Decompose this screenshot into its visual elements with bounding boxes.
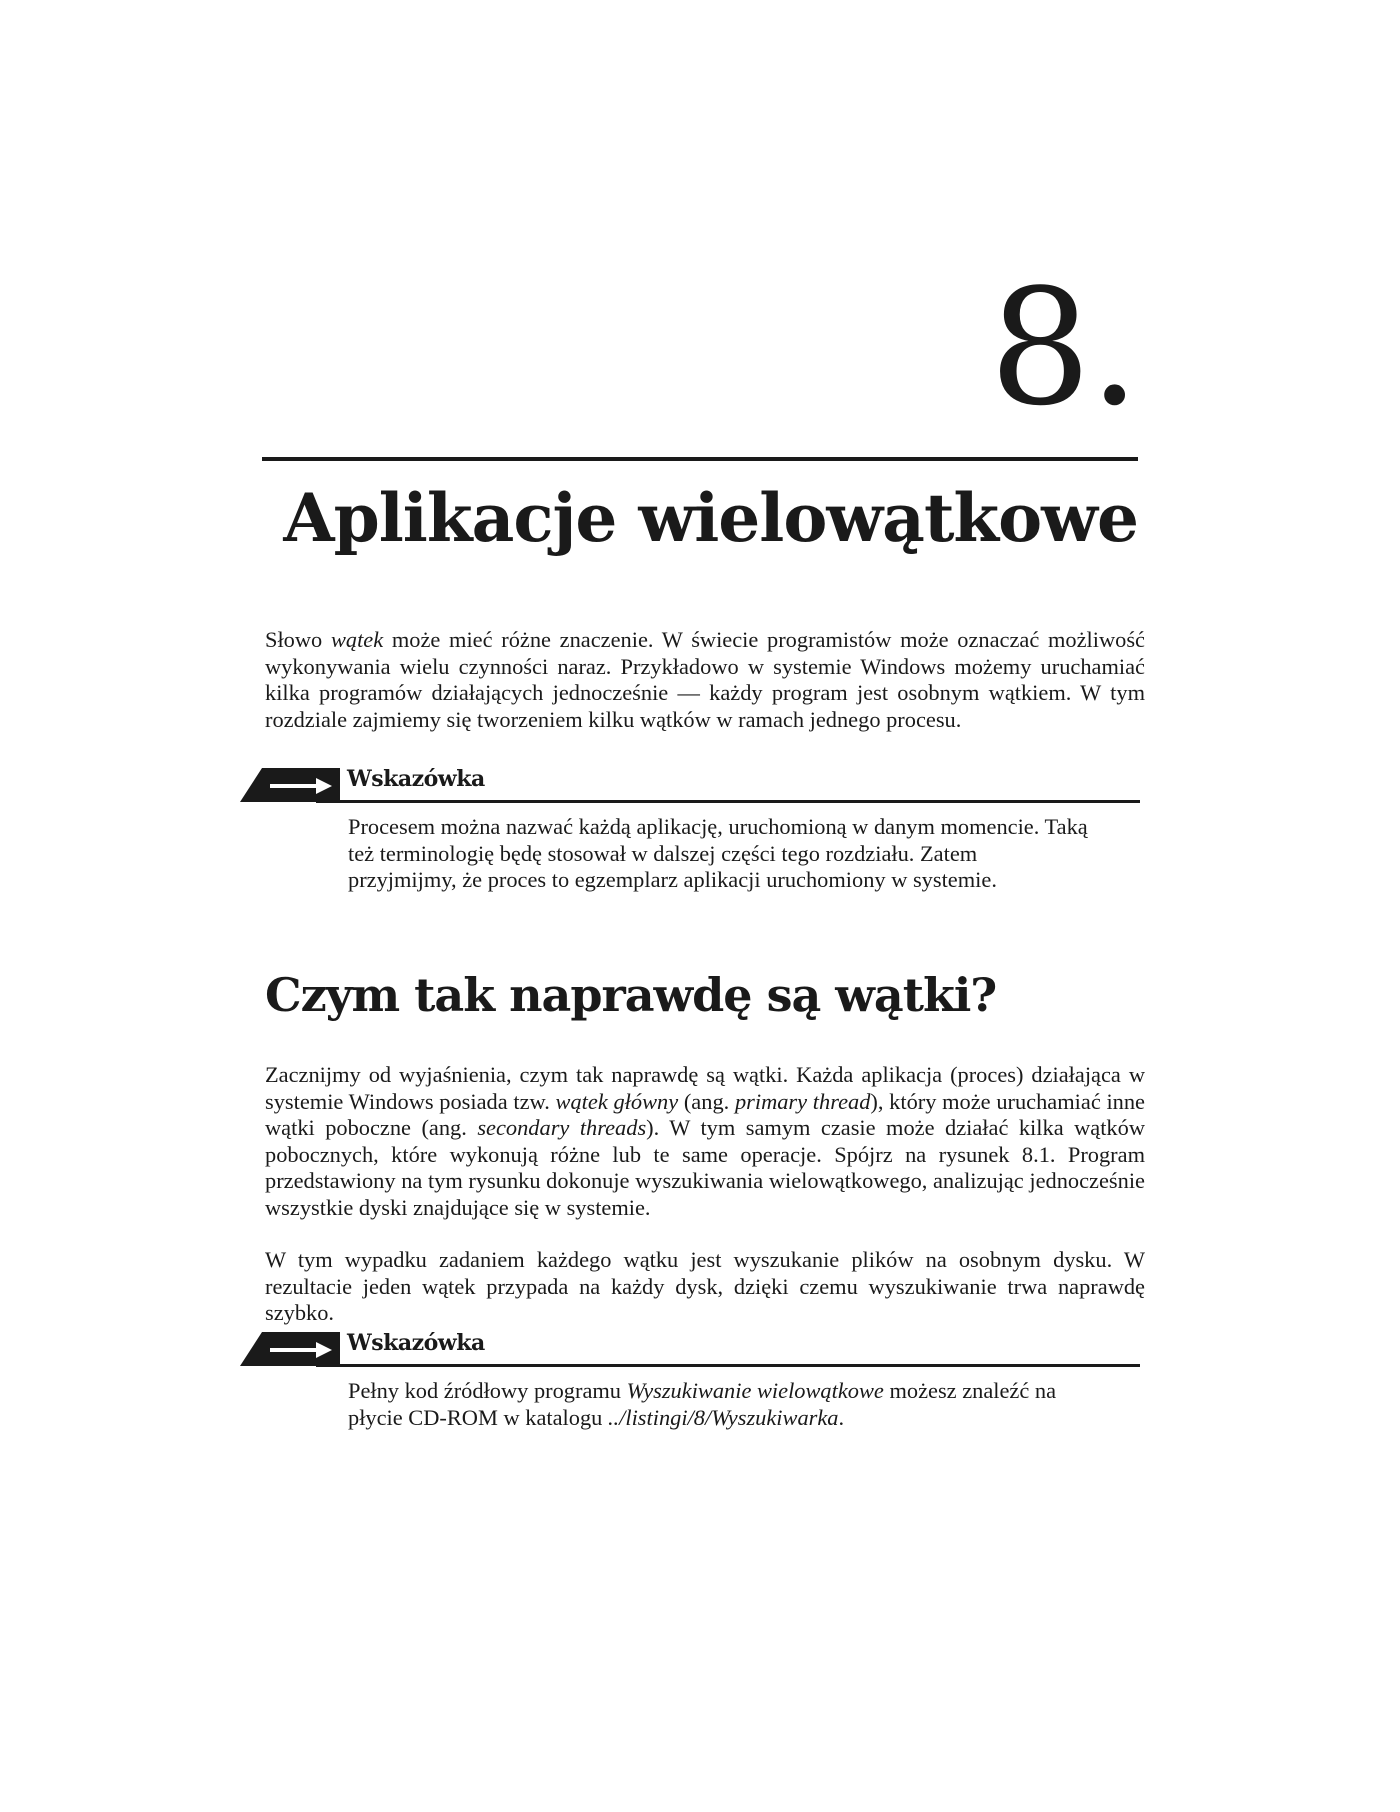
section-paragraph-2: W tym wypadku zadaniem każdego wątku jest wyszukanie plików na osobnym dysku. W rezultacie jeden wątek przypada na każdy dysk, dzięki czemu wyszukiwanie trwa naprawdę szybko. — [265, 1247, 1145, 1325]
hint-rule — [316, 800, 1140, 803]
hint-box-2 — [240, 1324, 1140, 1431]
section-title: Czym tak naprawdę są wątki? — [265, 968, 997, 1022]
arrow-icon — [240, 768, 340, 802]
intro-paragraph: Słowo wątek może mieć różne znaczenie. W świecie programistów może oznaczać możliwość wykonywania wielu czynności naraz. Przykładowo w systemie Windows możemy uruchamiać kilka programów działających jednocześnie — każdy program jest osobnym wątkiem. W tym rozdziale zajmiemy się tworzeniem kilku wątków w ramach jednego procesu. — [265, 627, 1145, 732]
chapter-title: Aplikacje wielowątkowe — [283, 479, 1138, 557]
section-paragraph-1: Zacznijmy od wyjaśnienia, czym tak naprawdę są wątki. Każda aplikacja (proces) działająca w systemie Windows posiada tzw. wątek główny (ang. primary thread), który może uruchamiać inne wątki poboczne (ang. secondary threads). W tym samym czasie może działać kilka wątków pobocznych, które wykonują różne lub te same operacje. Spójrz na rysunek 8.1. Program przedstawiony na tym rysunku dokonuje wyszukiwania wielowątkowego, analizując jednocześnie wszystkie dyski znajdujące się w systemie. — [265, 1062, 1145, 1220]
hint-text: Procesem można nazwać każdą aplikację, uruchomioną w danym momencie. Taką też terminologię będę stosował w dalszej części tego rozdziału. Zatem przyjmijmy, że proces to egzemplarz aplikacji uruchomiony w systemie. — [348, 814, 1088, 892]
hint-text: Pełny kod źródłowy programu Wyszukiwanie wielowątkowe możesz znaleźć na płycie CD-ROM w katalogu ../listingi/8/Wyszukiwarka. — [348, 1378, 1057, 1430]
chapter-title-rule — [262, 457, 1138, 461]
arrow-icon — [240, 1332, 340, 1366]
hint-label: Wskazówka — [347, 766, 485, 792]
chapter-number: 8. — [989, 254, 1138, 441]
hint-label: Wskazówka — [347, 1330, 485, 1356]
hint-box-1 — [240, 760, 1140, 894]
hint-rule — [316, 1364, 1140, 1367]
